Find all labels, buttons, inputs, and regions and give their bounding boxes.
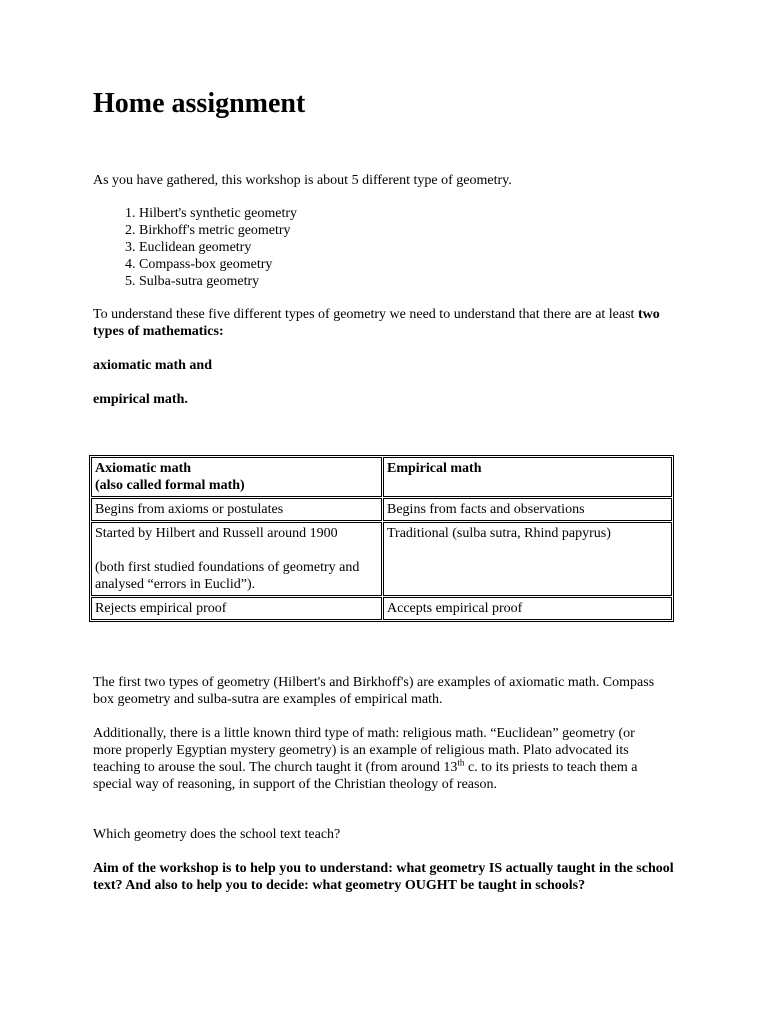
list-item: 1. Hilbert's synthetic geometry	[139, 205, 297, 222]
table-row	[91, 457, 672, 497]
list-item: 2. Birkhoff's metric geometry	[139, 222, 297, 239]
comparison-table	[89, 455, 674, 622]
table-cell: Traditional (sulba sutra, Rhind papyrus)	[383, 522, 672, 596]
table-row	[91, 522, 672, 596]
cell-line: Started by Hilbert and Russell around 1900	[95, 526, 338, 541]
list-item: 4. Compass-box geometry	[139, 256, 297, 273]
math-type-empirical: empirical math.	[93, 392, 188, 407]
understand-bold: two types of mathematics:	[93, 307, 660, 339]
math-type-axiomatic: axiomatic math and	[93, 358, 212, 373]
list-item: 5. Sulba-sutra geometry	[139, 273, 297, 290]
list-item: 3. Euclidean geometry	[139, 239, 297, 256]
question-paragraph: Which geometry does the school text teach?	[93, 827, 341, 842]
table-header-axiomatic	[91, 457, 382, 497]
table-cell: Begins from axioms or postulates	[91, 498, 382, 521]
geometry-list	[93, 205, 297, 290]
religious-text-before: Additionally, there is a little known third type of math: religious math. “Euclidean” geometry (or more properly Egyptian mystery geometry) is an example of religious math. Plato advocated its teaching to arouse the soul. The church taught it (from around 13	[93, 726, 635, 775]
religious-math-paragraph	[93, 725, 649, 793]
table-cell: Begins from facts and observations	[383, 498, 672, 521]
understand-paragraph	[93, 306, 673, 340]
table-row	[91, 498, 672, 521]
table-row	[91, 597, 672, 620]
intro-paragraph: As you have gathered, this workshop is about 5 different type of geometry.	[93, 173, 512, 188]
aim-paragraph: Aim of the workshop is to help you to understand: what geometry IS actually taught in the school text? And also to help you to decide: what geometry OUGHT be taught in schools?	[93, 861, 674, 893]
examples-paragraph: The first two types of geometry (Hilbert's and Birkhoff's) are examples of axiomatic math. Compass box geometry and sulba-sutra are examples of empirical math.	[93, 675, 655, 707]
understand-text: To understand these five different types of geometry we need to understand that there are at least	[93, 307, 638, 322]
table-cell	[91, 522, 382, 596]
religious-text-after: c. to its priests to teach them a special way of reasoning, in support of the Christian theology of reason.	[93, 760, 638, 792]
page-title: Home assignment	[93, 88, 306, 119]
table-cell: Rejects empirical proof	[91, 597, 382, 620]
table-cell: Accepts empirical proof	[383, 597, 672, 620]
cell-line: (both first studied foundations of geometry and analysed “errors in Euclid”).	[95, 560, 360, 592]
header-axiomatic-title: Axiomatic math	[95, 461, 192, 476]
ordinal-suffix: th	[457, 757, 465, 768]
header-axiomatic-subtitle: (also called formal math)	[95, 478, 245, 493]
table-header-empirical: Empirical math	[383, 457, 672, 497]
